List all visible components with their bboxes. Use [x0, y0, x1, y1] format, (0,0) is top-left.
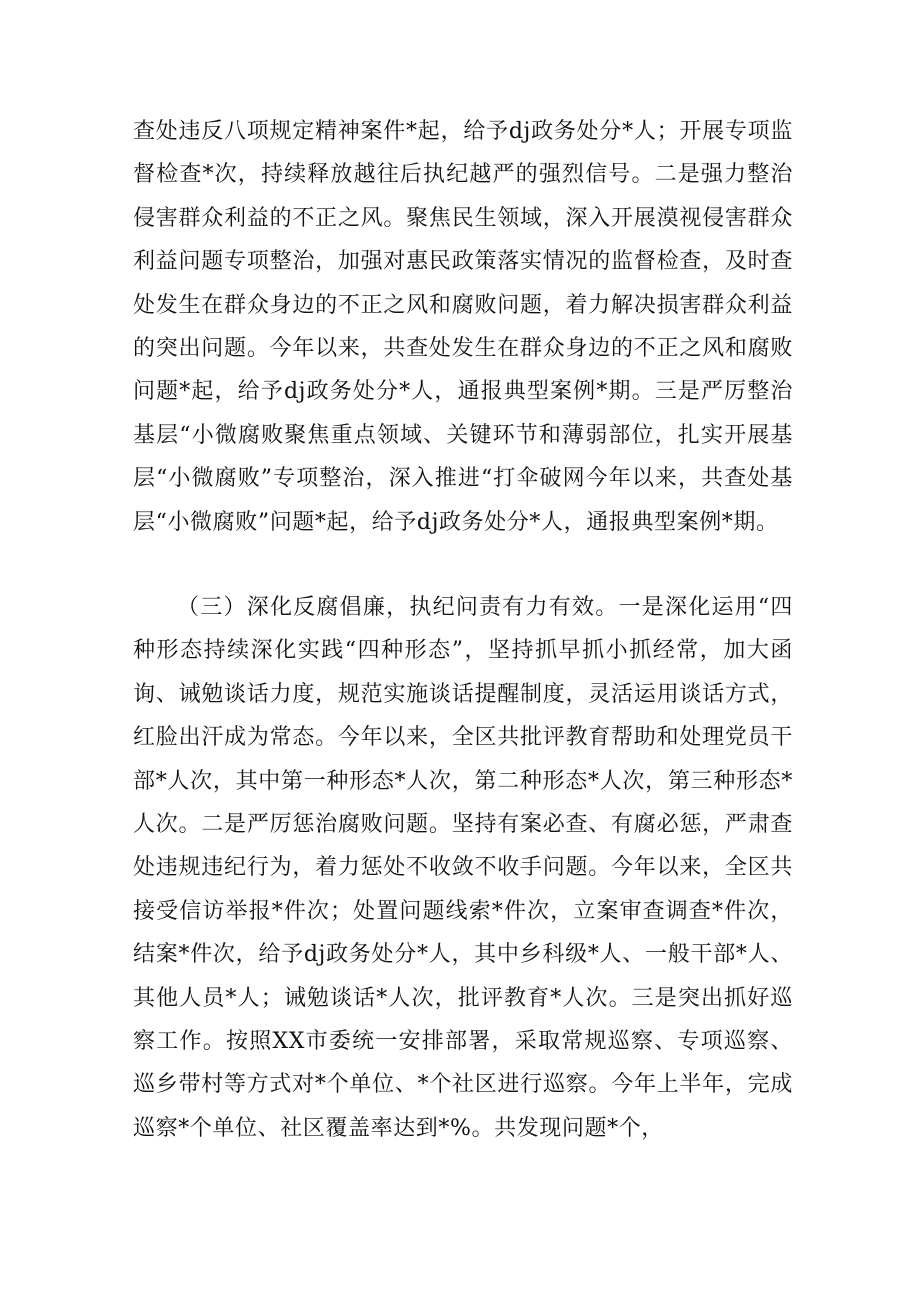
- body-paragraph-2: （三）深化反腐倡廉，执纪问责有力有效。一是深化运用“四种形态持续深化实践“四种形态”，坚持抓早抓小抓经常，加大函询、诫勉谈话力度，规范实施谈话提醒制度，灵活运用谈话方式，红脸出汗成为常态。今年以来，全区共批评教育帮助和处理党员干部*人次，其中第一种形态*人次，第二种形态*人次，第三种形态*人次。二是严厉惩治腐败问题。坚持有案必查、有腐必惩，严肃查处违规违纪行为，着力惩处不收敛不收手问题。今年以来，全区共接受信访举报*件次；处置问题线索*件次，立案审查调查*件次，结案*件次，给予dj政务处分*人，其中乡科级*人、一般干部*人、其他人员*人；诫勉谈话*人次，批评教育*人次。三是突出抓好巡察工作。按照XX市委统一安排部署，采取常规巡察、专项巡察、巡乡带村等方式对*个单位、*个社区进行巡察。今年上半年，完成巡察*个单位、社区覆盖率达到*%。共发现问题*个，: [133, 595, 793, 1141]
- body-paragraph-1: 查处违反八项规定精神案件*起，给予dj政务处分*人；开展专项监督检查*次，持续释放越往后执纪越严的强烈信号。二是强力整治侵害群众利益的不正之风。聚焦民生领域，深入开展漠视侵害群众利益问题专项整治，加强对惠民政策落实情况的监督检查，及时查处发生在群众身边的不正之风和腐败问题，着力解决损害群众利益的突出问题。今年以来，共查处发生在群众身边的不正之风和腐败问题*起，给予dj政务处分*人，通报典型案例*期。三是严厉整治基层“小微腐败聚焦重点领域、关键环节和薄弱部位，扎实开展基层“小微腐败”专项整治，深入推进“打伞破网今年以来，共查处基层“小微腐败”问题*起，给予dj政务处分*人，通报典型案例*期。: [133, 119, 793, 535]
